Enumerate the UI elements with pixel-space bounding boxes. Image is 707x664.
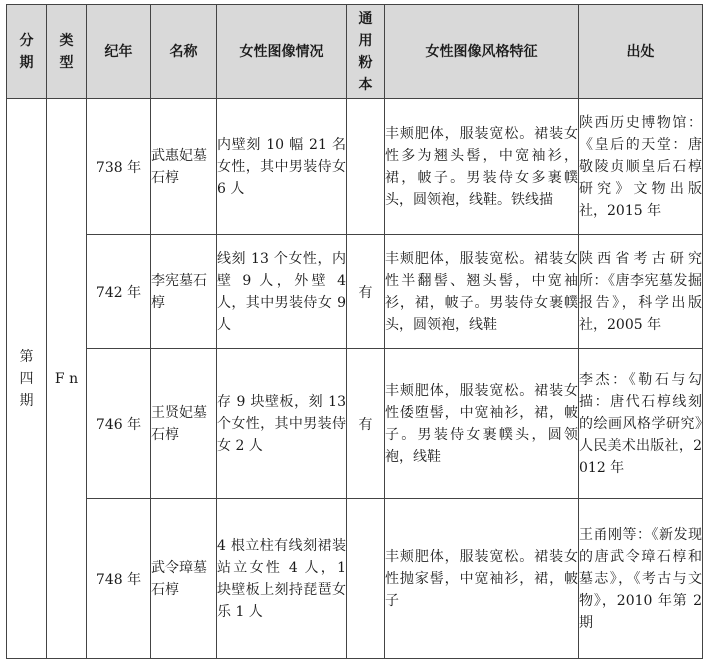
images-cell: 线刻 13 个女性，内壁 9 人，外壁 4 人，其中男装侍女 9 人: [217, 235, 347, 349]
header-style: 女性图像风格特征: [385, 5, 579, 99]
period-cell: 第四期: [7, 99, 47, 659]
draft-cell: 有: [347, 349, 385, 499]
style-cell: 丰颊肥体，服装宽松。裙装女性抛家髻，中宽袖衫，裙，帔子: [385, 499, 579, 659]
header-period: 分期: [7, 5, 47, 99]
year-cell: 742 年: [87, 235, 151, 349]
year-cell: 748 年: [87, 499, 151, 659]
table-row: [7, 499, 703, 659]
images-cell: 内壁刻 10 幅 21 名女性，其中男装侍女 6 人: [217, 99, 347, 235]
header-source: 出处: [579, 5, 703, 99]
table-row: [7, 99, 703, 235]
data-table: [6, 4, 703, 659]
header-year: 纪年: [87, 5, 151, 99]
header-images: 女性图像情况: [217, 5, 347, 99]
name-cell: 武令璋墓石椁: [151, 499, 217, 659]
source-cell: 陕西省考古研究所：《唐李宪墓发掘报告》，科学出版社，2005 年: [579, 235, 703, 349]
type-cell: F n: [47, 99, 87, 659]
source-cell: 王甬刚等：《新发现的唐武令璋石椁和墓志》，《考古与文物》，2010 年第 2 期: [579, 499, 703, 659]
style-cell: 丰颊肥体，服装宽松。裙装女性半翻髻、翘头髻，中宽袖衫，裙，帔子。男装侍女裹幞头，圆领袍，线鞋: [385, 235, 579, 349]
header-row: [7, 5, 703, 99]
style-cell: 丰颊肥体，服装宽松。裙装女性多为翘头髻，中宽袖衫，裙，帔子。男装侍女多裹幞头，圆领袍，线鞋。铁线描: [385, 99, 579, 235]
name-cell: 王贤妃墓石椁: [151, 349, 217, 499]
name-cell: 武惠妃墓石椁: [151, 99, 217, 235]
draft-cell: [347, 499, 385, 659]
table-row: [7, 235, 703, 349]
year-cell: 738 年: [87, 99, 151, 235]
name-cell: 李宪墓石椁: [151, 235, 217, 349]
images-cell: 4 根立柱有线刻裙装站立女性 4 人，1 块壁板上刻持琵琶女乐 1 人: [217, 499, 347, 659]
table-row: [7, 349, 703, 499]
draft-cell: [347, 99, 385, 235]
source-cell: 李杰：《勒石与勾描：唐代石椁线刻的绘画风格学研究》人民美术出版社，2012 年: [579, 349, 703, 499]
header-draft: 通用粉本: [347, 5, 385, 99]
year-cell: 746 年: [87, 349, 151, 499]
style-cell: 丰颊肥体，服装宽松。裙装女性倭堕髻，中宽袖衫，裙，帔子。男装侍女裹幞头，圆领袍，线鞋: [385, 349, 579, 499]
draft-cell: 有: [347, 235, 385, 349]
images-cell: 存 9 块壁板，刻 13 个女性，其中男装侍女 2 人: [217, 349, 347, 499]
source-cell: 陕西历史博物馆：《皇后的天堂：唐敬陵贞顺皇后石椁研究》文物出版社，2015 年: [579, 99, 703, 235]
header-name: 名称: [151, 5, 217, 99]
header-type: 类型: [47, 5, 87, 99]
